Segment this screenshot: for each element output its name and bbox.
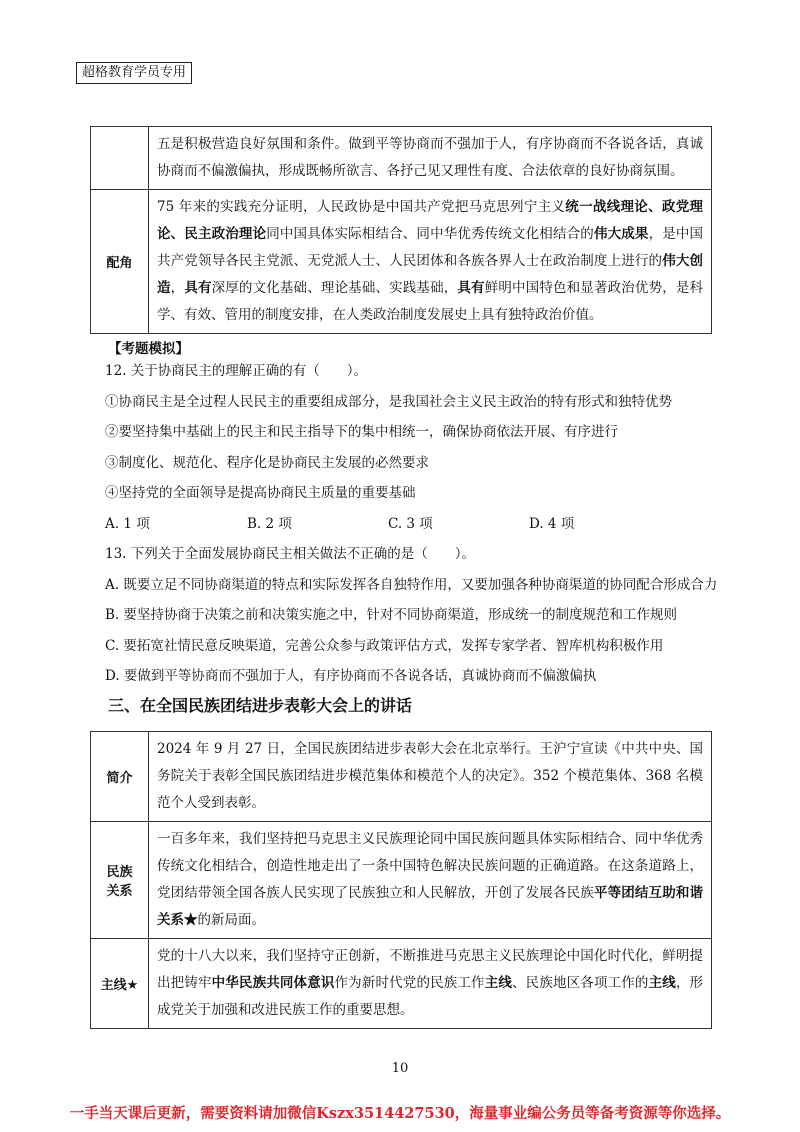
row-label-supporting: 配角 bbox=[91, 190, 149, 334]
option-a: A. 既要立足不同协商渠道的特点和实际发挥各自独特作用，又要加强各种协商渠道的协同配合形成合力 bbox=[105, 576, 718, 593]
option-b: B. 要坚持协商于决策之前和决策实施之中，针对不同协商渠道，形成统一的制度规范和工作规则 bbox=[105, 607, 678, 623]
answer-options bbox=[105, 509, 725, 540]
header-tag: 超格教育学员专用 bbox=[76, 62, 192, 84]
option-d: D. 4 项 bbox=[529, 515, 575, 532]
row-label-empty bbox=[91, 127, 149, 190]
option-b: B. 2 项 bbox=[247, 515, 292, 532]
statement-item: ①协商民主是全过程人民民主的重要组成部分，是我国社会主义民主政治的特有形式和独特优势 bbox=[105, 393, 672, 410]
table-conclusion bbox=[90, 126, 712, 334]
row-label-main-line: 主线★ bbox=[91, 939, 149, 1029]
statement-item: ②要坚持集中基础上的民主和民主指导下的集中相统一，确保协商依法开展、有序进行 bbox=[105, 424, 618, 440]
question-12 bbox=[105, 356, 725, 692]
page-number: 10 bbox=[391, 1061, 409, 1076]
question-stem: 13. 下列关于全面发展协商民主相关做法不正确的是（ ）。 bbox=[105, 546, 476, 562]
table-row bbox=[91, 127, 712, 190]
table-row bbox=[91, 190, 712, 334]
option-c: C. 3 项 bbox=[388, 515, 433, 532]
section-title: 三、在全国民族团结进步表彰大会上的讲话 bbox=[108, 696, 413, 715]
row-content-ethnic-relations: 一百多年来，我们坚持把马克思主义民族理论同中国民族问题具体实际相结合、同中华优秀传统文化相结合，创造性地走出了一条中国特色解决民族问题的正确道路。在这条道路上，党团结带领全国各族人民实现了民族独立和人民解放，开创了发展各民族平等团结互助和谐关系★的新局面。 bbox=[149, 822, 712, 939]
table-ethnic-unity bbox=[90, 731, 712, 1029]
question-stem: 12. 关于协商民主的理解正确的有（ ）。 bbox=[105, 363, 368, 379]
row-label-intro: 简介 bbox=[91, 732, 149, 822]
row-content-cppcc: 75 年来的实践充分证明，人民政协是中国共产党把马克思列宁主义统一战线理论、政党理论、民主政治理论同中国具体实际相结合、同中华优秀传统文化相结合的伟大成果，是中国共产党领导各民主党派、无党派人士、人民团体和各族各界人士在政治制度上进行的伟大创造，具有深厚的文化基础、理论基础、实践基础，具有鲜明中国特色和显著政治优势，是科学、有效、管用的制度安排，在人类政治制度发展史上具有独特政治价值。 bbox=[149, 190, 712, 334]
row-content-intro: 2024 年 9 月 27 日，全国民族团结进步表彰大会在北京举行。王沪宁宣读《中共中央、国务院关于表彰全国民族团结进步模范集体和模范个人的决定》。352 个模范集体、368 名模范个人受到表彰。 bbox=[149, 732, 712, 822]
row-content-main-line: 党的十八大以来，我们坚持守正创新，不断推进马克思主义民族理论中国化时代化，鲜明提出把铸牢中华民族共同体意识作为新时代党的民族工作主线、民族地区各项工作的主线，形成党关于加强和改进民族工作的重要思想。 bbox=[149, 939, 712, 1029]
exam-heading: 【考题模拟】 bbox=[108, 341, 189, 357]
footer-notice: 一手当天课后更新，需要资料请加微信Kszx3514427530，海量事业编公务员等备考资源等你选择。 bbox=[69, 1105, 731, 1122]
option-c: C. 要拓宽社情民意反映渠道，完善公众参与政策评估方式，发挥专家学者、智库机构积极作用 bbox=[105, 637, 664, 654]
statement-item: ③制度化、规范化、程序化是协商民主发展的必然要求 bbox=[105, 454, 429, 471]
table-row bbox=[91, 822, 712, 939]
table-row bbox=[91, 732, 712, 822]
table-row bbox=[91, 939, 712, 1029]
option-a: A. 1 项 bbox=[105, 515, 150, 532]
statement-item: ④坚持党的全面领导是提高协商民主质量的重要基础 bbox=[105, 485, 416, 501]
row-content-atmosphere: 五是积极营造良好氛围和条件。做到平等协商而不强加于人，有序协商而不各说各话，真诚协商而不偏激偏执，形成既畅所欲言、各抒己见又理性有度、合法依章的良好协商氛围。 bbox=[149, 127, 712, 190]
option-d: D. 要做到平等协商而不强加于人，有序协商而不各说各话，真诚协商而不偏激偏执 bbox=[105, 668, 597, 684]
row-label-ethnic-relations: 民族 关系 bbox=[91, 822, 149, 939]
